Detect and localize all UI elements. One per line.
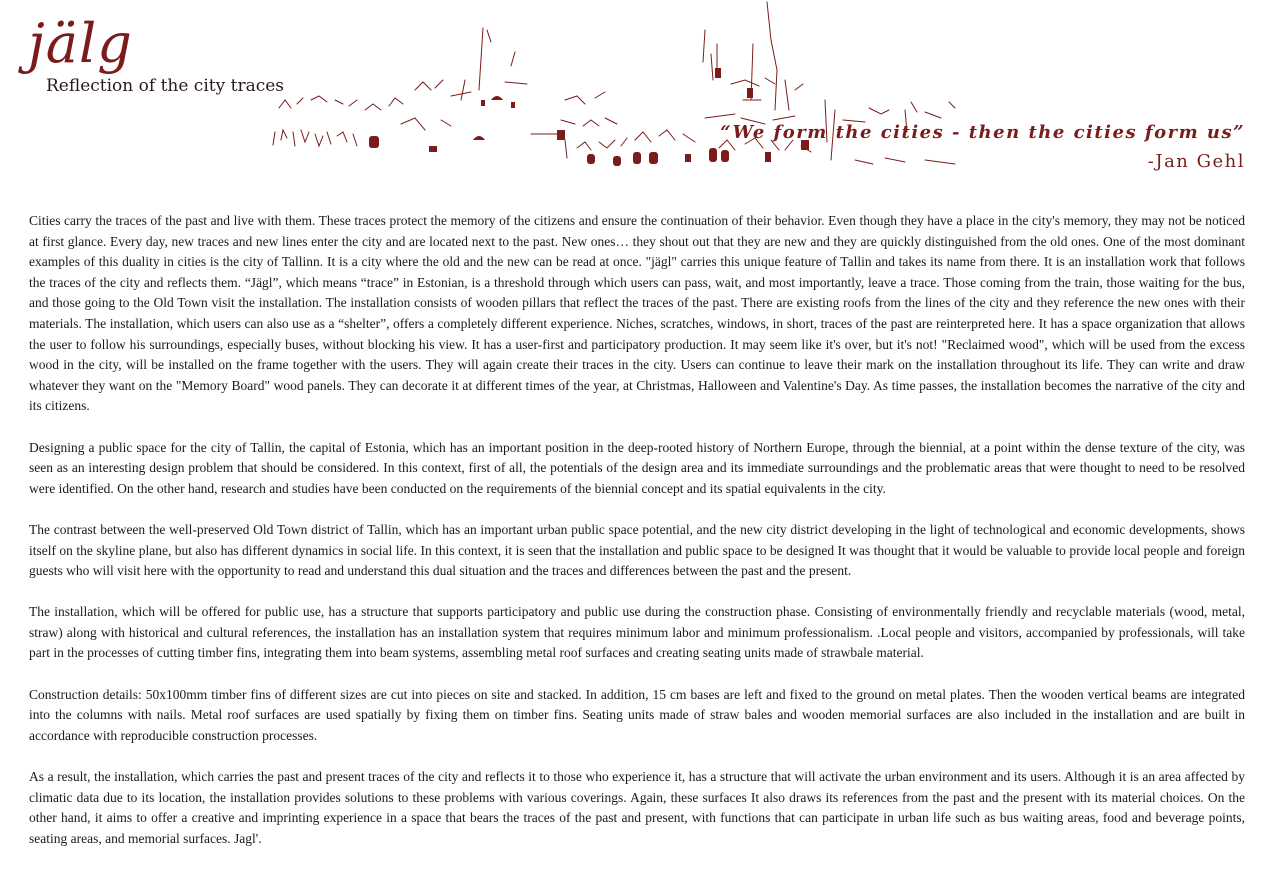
- skyline-line: [731, 78, 775, 86]
- quote-author: -Jan Gehl: [1147, 151, 1245, 172]
- page-subtitle: Reflection of the city traces: [46, 76, 285, 96]
- window-mark: [709, 148, 717, 162]
- skyline-line: [925, 102, 955, 118]
- window-mark: [557, 130, 565, 140]
- skyline-line: [273, 130, 357, 146]
- skyline-line: [703, 30, 717, 80]
- page-title: jälg: [28, 12, 133, 75]
- quote-block: [720, 122, 1245, 172]
- paragraph: As a result, the installation, which carries the past and present traces of the city and reflects it to those who experience it, has a structure that will activate the urban environment and its users. Although it is an area affected by climatic data due to its location, the installation provides solutions to these problems with various coverings. Again, these surfaces It also draws its references from the past and the present with its material choices. On the other hand, it aims to offer a creative and imprinting experience in a space that bears the traces of the past and present, with functions that can participate in urban life such as bus waiting areas, food and beverage points, seating areas, and memorial surfaces. Jagl'.: [29, 769, 1245, 846]
- brand-block: [28, 14, 284, 96]
- quote-text: “We form the cities - then the cities form us”: [720, 122, 1245, 143]
- skyline-line: [451, 80, 471, 100]
- window-mark: [747, 88, 753, 98]
- skyline-line: [531, 92, 605, 134]
- skyline-line: [565, 138, 627, 158]
- skyline-line: [767, 2, 777, 110]
- skyline-line: [843, 108, 889, 122]
- skyline-line: [561, 118, 617, 126]
- skyline-line: [279, 96, 357, 108]
- skyline-line: [479, 28, 491, 90]
- skyline-line: [785, 80, 803, 110]
- skyline-line: [415, 80, 443, 90]
- arch-mark: [473, 136, 485, 140]
- window-mark: [715, 68, 721, 78]
- window-mark: [511, 102, 515, 108]
- window-mark: [633, 152, 641, 164]
- paragraph: Cities carry the traces of the past and live with them. These traces protect the memory of the citizens and ensure the continuation of their behavior. Even though they have a place in the city's memory, they may not be noticed at first glance. Every day, new traces and new lines enter the city and are located next to the past. New ones… they shout out that they are new and they are quickly distinguished from the old ones. One of the most dominant examples of this duality in cities is the city of Tallinn. It is a city where the old and the new can be read at once. "jägl" carries this unique feature of Tallin and takes its name from there. It is an installation work that follows the traces of the city and reflects them. “Jägl”, which means “trace” in Estonian, is a threshold through which users can pass, wait, and most importantly, leave a trace. Those coming from the train, those waiting for the bus, and those going to the Old Town visit the installation. The installation consists of wooden pillars that reflect the traces of the past. There are existing roofs from the lines of the city and they reference the new ones with their materials. The installation, which users can also use as a “shelter”, offers a completely different experience. Niches, scratches, windows, in short, traces of the past are reinterpreted here. It has a space organization that allows the user to follow his surroundings, especially buses, without blocking his view. It has a user-first and participatory production. It may seem like it's over, but it's not! "Reclaimed wood", which will be used from the excess wood in the city, will be installed on the frame together with the users. They will again create their traces in the city. Users can continue to leave their mark on the installation throughout its life. They can write and draw whatever they want on the "Memory Board" wood panels. They can decorate it at different times of the year, at Christmas, Halloween and Valentine's Day. As time passes, the installation becomes the narrative of the city and its citizens.: [29, 213, 1245, 414]
- window-mark: [613, 156, 621, 166]
- skyline-line: [365, 98, 403, 110]
- paragraph: The contrast between the well-preserved Old Town district of Tallin, which has an important urban public space potential, and the new city district developing in the light of technological and economic developments, shows itself on the skyline plane, but also has different dynamics in social life. In this context, it is seen that the installation and public space to be designed It was thought that it would be valuable to provide local people and foreign guests who will visit here with the opportunity to read and understand this dual situation and the traces and differences between the past and the present.: [29, 521, 1245, 579]
- paragraph: Construction details: 50x100mm timber fins of different sizes are cut into pieces on site and stacked. In addition, 15 cm bases are left and fixed to the ground on metal plates. Then the wooden vertical beams are integrated into the columns with nails. Metal roof surfaces are used spatially by fixing them on timber fins. Seating units made of straw bales and wooden memorial surfaces are also included in the installation and are built in accordance with reproducible construction processes.: [29, 686, 1245, 743]
- window-mark: [429, 146, 437, 152]
- skyline-line: [505, 52, 527, 84]
- window-mark: [481, 100, 485, 106]
- paragraph: Designing a public space for the city of Tallin, the capital of Estonia, which has an important position in the deep-rooted history of Northern Europe, through the biennial, at a point within the dense texture of the city, was seen as an interesting design problem that should be considered. In this context, first of all, the potentials of the design area and its immediate surroundings and the problematic areas that were thought to need to be resolved were identified. On the other hand, research and studies have been conducted on the requirements of the biennial concept and its spatial equivalents in the city.: [29, 439, 1245, 496]
- paragraph: The installation, which will be offered for public use, has a structure that supports participatory and public use during the construction phase. Consisting of environmentally friendly and recyclable materials (wood, metal, straw) along with historical and cultural references, the installation has an installation system that requires minimum labor and minimum professionalism. .Local people and visitors, accompanied by professionals, will take part in the processes of cutting timber fins, integrating them into beam systems, assembling metal roof surfaces and creating seating units made of strawbale material.: [29, 604, 1245, 661]
- window-mark: [369, 136, 379, 148]
- window-mark: [685, 154, 691, 162]
- body-text: [29, 211, 1245, 870]
- skyline-line: [635, 130, 695, 142]
- window-mark: [587, 154, 595, 164]
- skyline-line: [401, 118, 451, 130]
- arch-mark: [491, 96, 503, 100]
- window-mark: [649, 152, 658, 164]
